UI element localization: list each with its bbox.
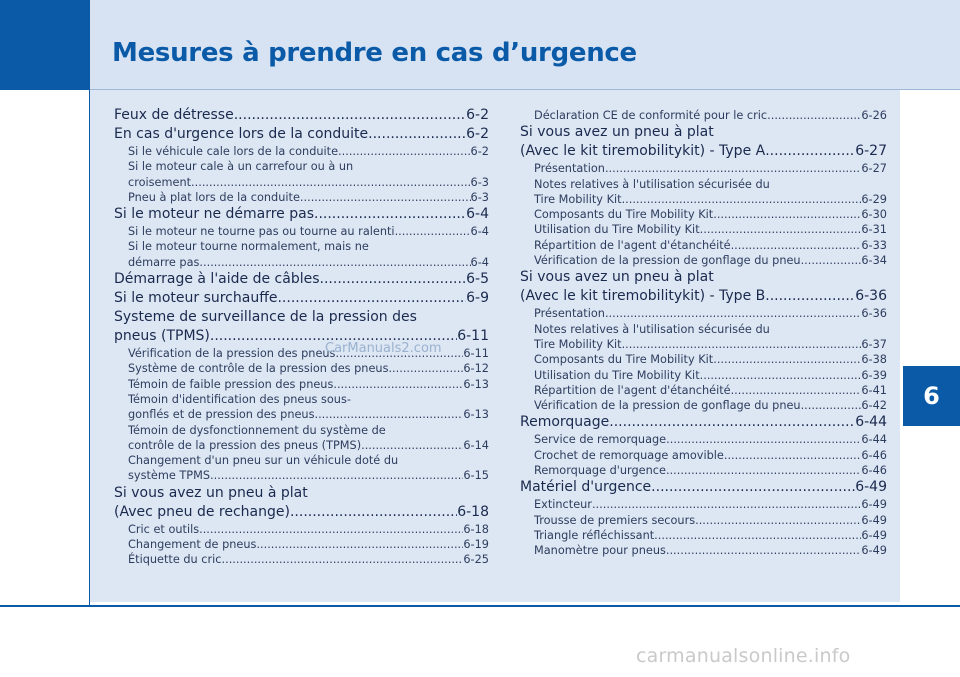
- dot-leader: [300, 190, 471, 205]
- dot-leader: [333, 377, 463, 392]
- toc-entry-pneu-a-plat-lors-de-la-conduite[interactable]: [114, 190, 489, 205]
- toc-entry-label: Vérification de la pression de gonflage du pneu: [534, 399, 801, 413]
- toc-page-number: 6-44: [861, 433, 887, 447]
- toc-entry-label: Composants du Tire Mobility Kit: [534, 353, 714, 367]
- toc-entry-label: Triangle réfléchissant: [534, 528, 655, 542]
- toc-entry-repartition-de-l-agent-d-etancheite[interactable]: [520, 238, 887, 253]
- dot-leader: [314, 407, 463, 422]
- toc-page-number: 6-4: [466, 206, 489, 223]
- dot-leader: [700, 222, 862, 237]
- dot-leader: [210, 468, 463, 483]
- toc-page-number: 6-14: [463, 438, 489, 452]
- toc-page-number: 6-49: [861, 528, 887, 542]
- toc-page-number: 6-18: [463, 522, 489, 536]
- toc-page-number: 6-41: [861, 383, 887, 397]
- toc-entry-changement-d-un-pneu-sur-un-vehicule-dot[interactable]: [114, 453, 489, 484]
- dot-leader: [801, 253, 862, 268]
- toc-entry-label: Témoin de dysfonctionnement du système de: [128, 423, 386, 437]
- toc-page-number: 6-19: [463, 538, 489, 552]
- dot-leader: [651, 478, 855, 497]
- toc-entry-label: Manomètre pour pneus: [534, 544, 666, 558]
- toc-entry-label: Si le moteur surchauffe: [114, 290, 278, 307]
- toc-entry-cric-et-outils[interactable]: [114, 522, 489, 537]
- toc-page-number: 6-49: [861, 513, 887, 527]
- toc-entry-temoin-de-faible-pression-des-pneus[interactable]: [114, 377, 489, 392]
- dot-leader: [314, 205, 466, 224]
- toc-entry-presentation[interactable]: [520, 306, 887, 321]
- dot-leader: [338, 144, 471, 159]
- toc-entry-label: En cas d'urgence lors de la conduite: [114, 126, 369, 142]
- dot-leader: [767, 108, 861, 123]
- toc-page-number: 6-2: [466, 107, 489, 123]
- toc-page-number: 6-49: [861, 544, 887, 558]
- toc-entry-notes-relatives-a-l-utilisation-securise[interactable]: [520, 177, 887, 208]
- toc-entry-si-le-vehicule-cale-lors-de-la-conduite[interactable]: [114, 144, 489, 159]
- toc-entry-label: système TPMS: [128, 469, 211, 483]
- dot-leader: [290, 503, 457, 522]
- toc-entry-demarrage-a-l-aide-de-cables[interactable]: [114, 270, 489, 289]
- dot-leader: [622, 192, 862, 207]
- toc-page-number: 6-3: [470, 175, 489, 189]
- toc-entry-label: Tire Mobility Kit: [534, 337, 622, 351]
- toc-entry-label: (Avec le kit tiremobilitykit) - Type A: [520, 143, 766, 160]
- dot-leader: [724, 448, 862, 463]
- toc-entry-label: Tire Mobility Kit: [534, 192, 622, 206]
- toc-entry-label: (Avec pneu de rechange): [114, 503, 290, 520]
- toc-entry-label: Vérification de la pression des pneus: [128, 347, 336, 361]
- dot-leader: [713, 207, 861, 222]
- dot-leader: [199, 522, 463, 537]
- toc-entry-composants-du-tire-mobility-kit[interactable]: [520, 207, 887, 222]
- toc-page-number: 6-5: [466, 271, 489, 288]
- toc-left-column: [114, 106, 489, 568]
- toc-entry-service-de-remorquage[interactable]: [520, 432, 887, 447]
- toc-entry-temoin-de-dysfonctionnement-du-systeme-d[interactable]: [114, 423, 489, 454]
- dot-leader: [320, 270, 467, 289]
- toc-entry-verification-de-la-pression-de-gonflage-[interactable]: [520, 398, 887, 413]
- dot-leader: [199, 255, 470, 270]
- toc-entry-si-le-moteur-ne-demarre-pas[interactable]: [114, 205, 489, 224]
- toc-entry-label: pneus (TPMS): [114, 328, 210, 345]
- toc-entry-temoin-d-identification-des-pneus-sous[interactable]: [114, 392, 489, 423]
- toc-right-column: [520, 108, 887, 559]
- watermark-overlay: CarManuals2.com: [325, 341, 442, 356]
- toc-page-number: 6-38: [861, 353, 887, 367]
- toc-entry-si-vous-avez-un-pneu-a-plat[interactable]: [520, 268, 887, 306]
- toc-page-number: 6-2: [470, 145, 489, 158]
- toc-entry-label: Composants du Tire Mobility Kit: [534, 208, 714, 222]
- toc-entry-materiel-d-urgence[interactable]: [520, 478, 887, 497]
- toc-page-number: 6-36: [855, 288, 887, 305]
- toc-entry-si-vous-avez-un-pneu-a-plat[interactable]: [114, 484, 489, 522]
- footer-divider: [0, 605, 960, 607]
- toc-entry-notes-relatives-a-l-utilisation-securise[interactable]: [520, 322, 887, 353]
- toc-entry-en-cas-d-urgence-lors-de-la-conduite[interactable]: [114, 125, 489, 144]
- dot-leader: [605, 161, 861, 176]
- toc-entry-label: Démarrage à l'aide de câbles: [114, 271, 320, 288]
- toc-entry-label: Système de contrôle de la pression des pneus: [128, 362, 389, 376]
- dot-leader: [695, 513, 861, 528]
- dot-leader: [700, 368, 862, 383]
- toc-page-number: 6-46: [861, 448, 887, 462]
- toc-entry-label: Vérification de la pression de gonflage du pneu: [534, 254, 801, 268]
- toc-entry-changement-de-pneus[interactable]: [114, 537, 489, 552]
- toc-entry-label: Utilisation du Tire Mobility Kit: [534, 223, 700, 237]
- toc-entry-presentation[interactable]: [520, 161, 887, 176]
- toc-entry-extincteur[interactable]: [520, 497, 887, 512]
- dot-leader: [368, 125, 466, 144]
- dot-leader: [666, 543, 861, 558]
- toc-page-number: 6-29: [861, 192, 887, 206]
- toc-page-number: 6-12: [463, 362, 489, 376]
- toc-page-number: 6-31: [861, 223, 887, 237]
- toc-page-number: 6-34: [861, 254, 887, 268]
- dot-leader: [234, 106, 466, 125]
- dot-leader: [361, 438, 463, 453]
- toc-entry-label: Si le moteur ne démarre pas: [114, 206, 314, 223]
- toc-entry-label: Systeme de surveillance de la pression des: [114, 309, 417, 326]
- toc-page-number: 6-33: [861, 238, 887, 252]
- toc-entry-label: croisement: [128, 175, 192, 189]
- toc-entry-label: Utilisation du Tire Mobility Kit: [534, 368, 700, 382]
- toc-entry-label: Présentation: [534, 307, 605, 321]
- chapter-number: 6: [923, 382, 940, 410]
- toc-page-number: 6-25: [463, 553, 489, 567]
- toc-entry-repartition-de-l-agent-d-etancheite[interactable]: [520, 383, 887, 398]
- toc-entry-manometre-pour-pneus[interactable]: [520, 543, 887, 558]
- dot-leader: [666, 432, 861, 447]
- toc-entry-si-le-moteur-surchauffe[interactable]: [114, 289, 489, 308]
- toc-entry-label: Témoin d'identification des pneus sous-: [128, 392, 351, 406]
- toc-entry-label: Notes relatives à l'utilisation sécurisée du: [534, 322, 770, 336]
- toc-entry-declaration-ce-de-conformite-pour-le-cri[interactable]: [520, 108, 887, 123]
- dot-leader: [277, 289, 466, 308]
- toc-page-number: 6-18: [457, 503, 489, 520]
- toc-entry-label: Témoin de faible pression des pneus: [128, 377, 334, 391]
- toc-entry-remorquage-d-urgence[interactable]: [520, 463, 887, 478]
- toc-page-number: 6-2: [466, 126, 489, 142]
- toc-entry-label: Service de remorquage: [534, 433, 667, 447]
- toc-page-number: 6-4: [470, 225, 489, 239]
- toc-page-number: 6-39: [861, 368, 887, 382]
- toc-page-number: 6-37: [861, 337, 887, 351]
- toc-entry-trousse-de-premiers-secours[interactable]: [520, 513, 887, 528]
- toc-entry-label: Si le moteur tourne normalement, mais ne: [128, 240, 369, 254]
- toc-entry-label: Si vous avez un pneu à plat: [520, 269, 714, 286]
- dot-leader: [388, 361, 463, 376]
- toc-entry-remorquage[interactable]: [520, 413, 887, 432]
- toc-page-number: 6-11: [463, 347, 489, 361]
- toc-entry-si-le-moteur-cale-a-un-carrefour-ou-a-un[interactable]: [114, 159, 489, 190]
- toc-page-number: 6-42: [861, 399, 887, 413]
- dot-leader: [801, 398, 862, 413]
- toc-entry-label: Étiquette du cric: [128, 553, 222, 567]
- dot-leader: [765, 287, 855, 306]
- toc-page-number: 6-30: [861, 208, 887, 222]
- dot-leader: [592, 497, 861, 512]
- dot-leader: [666, 463, 861, 478]
- dot-leader: [731, 383, 862, 398]
- toc-page-number: 6-27: [861, 162, 887, 176]
- toc-page-number: 6-36: [861, 307, 887, 321]
- dot-leader: [191, 175, 471, 190]
- toc-entry-systeme-de-controle-de-la-pression-des-p[interactable]: [114, 361, 489, 376]
- dot-leader: [222, 552, 464, 567]
- dot-leader: [256, 537, 463, 552]
- toc-entry-si-vous-avez-un-pneu-a-plat[interactable]: [520, 123, 887, 161]
- toc-page-number: 6-3: [470, 190, 489, 204]
- toc-page-number: 6-15: [463, 469, 489, 483]
- toc-entry-label: Changement de pneus: [128, 538, 257, 552]
- toc-entry-label: Si vous avez un pneu à plat: [520, 124, 714, 141]
- toc-entry-label: démarre pas: [128, 255, 200, 269]
- dot-leader: [395, 224, 471, 239]
- toc-entry-label: Si vous avez un pneu à plat: [114, 484, 308, 501]
- toc-entry-label: Crochet de remorquage amovible: [534, 448, 724, 462]
- toc-entry-composants-du-tire-mobility-kit[interactable]: [520, 352, 887, 367]
- toc-entry-label: Cric et outils: [128, 522, 200, 536]
- toc-page-number: 6-49: [855, 479, 887, 496]
- toc-entry-label: Trousse de premiers secours: [534, 513, 696, 527]
- dot-leader: [713, 352, 861, 367]
- toc-page-number: 6-13: [463, 408, 489, 422]
- corner-block: [0, 0, 90, 90]
- toc-entry-si-le-moteur-ne-tourne-pas-ou-tourne-au-[interactable]: [114, 224, 489, 239]
- toc-page-number: 6-11: [457, 328, 489, 345]
- toc-entry-label: Présentation: [534, 162, 605, 176]
- toc-entry-feux-de-detresse[interactable]: [114, 106, 489, 125]
- toc-entry-label: contrôle de la pression des pneus (TPMS): [128, 438, 362, 452]
- toc-entry-utilisation-du-tire-mobility-kit[interactable]: [520, 222, 887, 237]
- toc-entry-etiquette-du-cric[interactable]: [114, 552, 489, 567]
- toc-entry-si-le-moteur-tourne-normalement-mais-ne[interactable]: [114, 239, 489, 270]
- toc-page-number: 6-9: [466, 290, 489, 307]
- toc-entry-utilisation-du-tire-mobility-kit[interactable]: [520, 368, 887, 383]
- toc-page-number: 6-26: [861, 109, 887, 122]
- toc-entry-label: Remorquage d'urgence: [534, 464, 666, 478]
- dot-leader: [609, 413, 855, 432]
- footer-watermark: carmanualsonline.info: [636, 645, 851, 667]
- toc-entry-label: (Avec le kit tiremobilitykit) - Type B: [520, 288, 766, 305]
- toc-entry-label: gonflés et de pression des pneus: [128, 408, 315, 422]
- left-margin-rule: [89, 90, 90, 607]
- dot-leader: [731, 238, 862, 253]
- toc-page-number: 6-4: [470, 255, 489, 269]
- toc-page-number: 6-27: [855, 143, 887, 160]
- toc-entry-label: Si le moteur cale à un carrefour ou à un: [128, 160, 354, 174]
- dot-leader: [765, 142, 855, 161]
- toc-page-number: 6-49: [861, 498, 887, 512]
- dot-leader: [605, 306, 861, 321]
- page-title: Mesures à prendre en cas d’urgence: [112, 38, 637, 68]
- toc-entry-label: Extincteur: [534, 498, 592, 512]
- toc-page-number: 6-13: [463, 377, 489, 391]
- toc-page-number: 6-46: [861, 464, 887, 478]
- toc-entry-label: Changement d'un pneu sur un véhicule doté du: [128, 454, 399, 468]
- toc-entry-label: Feux de détresse: [114, 107, 234, 123]
- toc-entry-label: Déclaration CE de conformité pour le cric: [534, 109, 768, 122]
- toc-entry-label: Répartition de l'agent d'étanchéité: [534, 238, 731, 252]
- toc-entry-label: Matériel d'urgence: [520, 479, 652, 496]
- dot-leader: [654, 528, 861, 543]
- dot-leader: [622, 337, 862, 352]
- toc-entry-label: Remorquage: [520, 414, 610, 431]
- toc-entry-label: Répartition de l'agent d'étanchéité: [534, 383, 731, 397]
- chapter-tab[interactable]: [903, 366, 960, 426]
- toc-entry-label: Si le moteur ne tourne pas ou tourne au ralenti: [128, 225, 395, 239]
- toc-entry-verification-de-la-pression-de-gonflage-[interactable]: [520, 253, 887, 268]
- toc-entry-label: Pneu à plat lors de la conduite: [128, 190, 300, 204]
- toc-entry-crochet-de-remorquage-amovible[interactable]: [520, 448, 887, 463]
- toc-entry-label: Si le véhicule cale lors de la conduite: [128, 145, 339, 158]
- toc-entry-label: Notes relatives à l'utilisation sécurisée du: [534, 177, 770, 191]
- right-margin: [900, 90, 960, 602]
- toc-page-number: 6-44: [855, 414, 887, 431]
- toc-entry-triangle-reflechissant[interactable]: [520, 528, 887, 543]
